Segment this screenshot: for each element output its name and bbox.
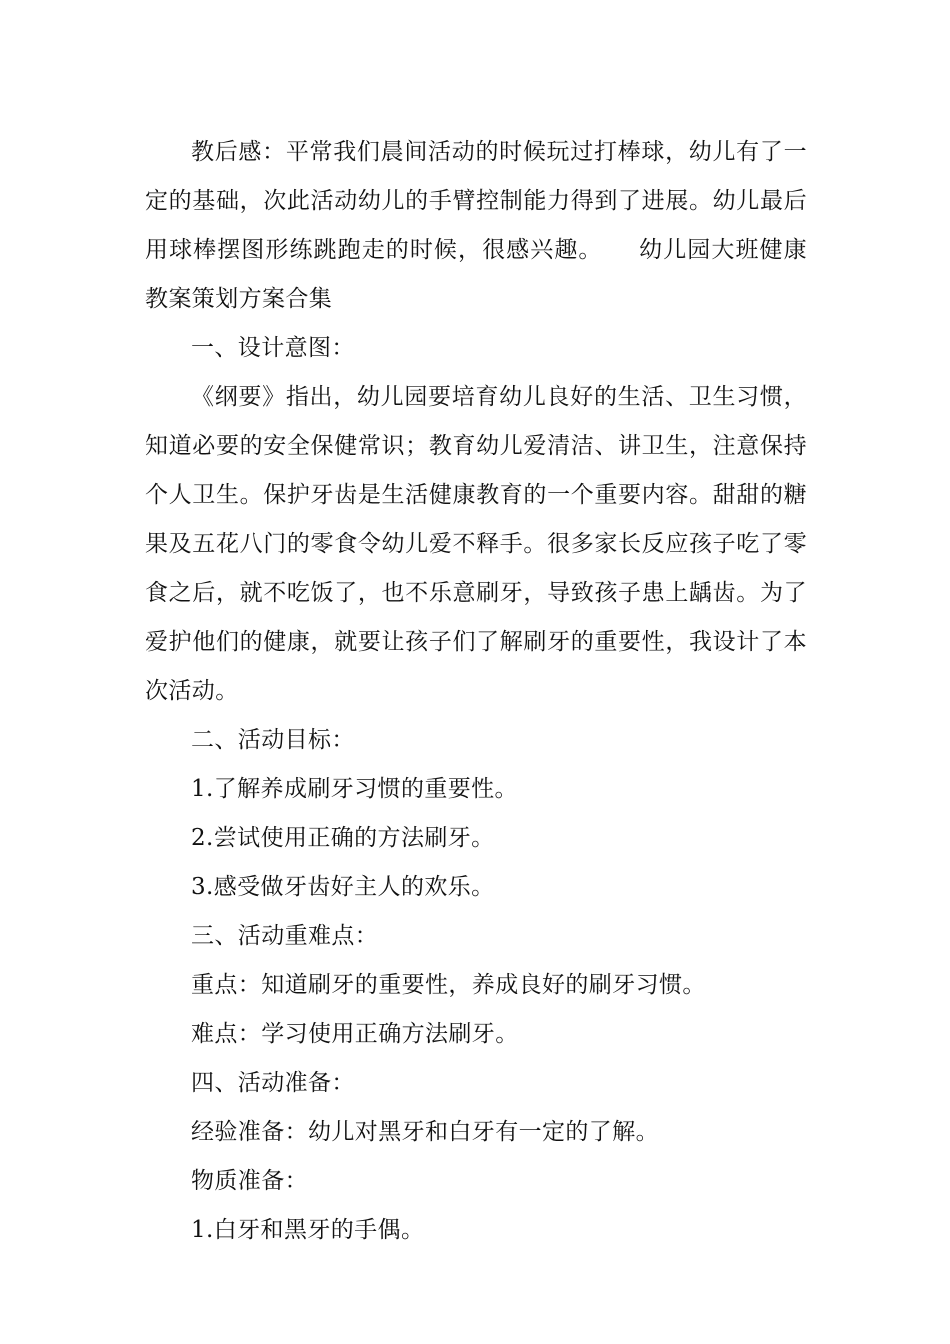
- heading-key-points: 三、活动重难点：: [191, 923, 379, 949]
- goal-item-2: 2.尝试使用正确的方法刷牙。: [191, 825, 495, 851]
- experience-preparation: 经验准备：幼儿对黑牙和白牙有一定的了解。: [191, 1119, 659, 1145]
- key-point: 重点：知道刷牙的重要性，养成良好的刷牙习惯。: [191, 972, 706, 998]
- paragraph-design-intent: 《纲要》指出，幼儿园要培育幼儿良好的生活、卫生习惯，知道必要的安全保健常识；教育幼儿爱清洁、讲卫生，注意保持个人卫生。保护牙齿是生活健康教育的一个重要内容。甜甜的糖果及五花八门的零食令幼儿爱不释手。很多家长反应孩子吃了零食之后，就不吃饭了，也不乐意刷牙，导致孩子患上龋齿。为了爱护他们的健康，就要让孩子们了解刷牙的重要性，我设计了本次活动。: [145, 384, 807, 704]
- difficult-point: 难点：学习使用正确方法刷牙。: [191, 1021, 519, 1047]
- heading-activity-goals: 二、活动目标：: [191, 727, 355, 753]
- document-body: [145, 128, 807, 1255]
- goal-item-3: 3.感受做牙齿好主人的欢乐。: [191, 874, 495, 900]
- heading-preparation: 四、活动准备：: [191, 1070, 355, 1096]
- material-item-1: 1.白牙和黑牙的手偶。: [191, 1217, 425, 1243]
- heading-design-intent: 一、设计意图：: [191, 335, 355, 361]
- goal-item-1: 1.了解养成刷牙习惯的重要性。: [191, 776, 518, 802]
- paragraph-reflection: 教后感：平常我们晨间活动的时候玩过打棒球，幼儿有了一定的基础，次此活动幼儿的手臂控制能力得到了进展。幼儿最后用球棒摆图形练跳跑走的时候，很感兴趣。 幼儿园大班健康教案策划方案合集: [145, 139, 807, 312]
- material-preparation: 物质准备：: [191, 1168, 308, 1194]
